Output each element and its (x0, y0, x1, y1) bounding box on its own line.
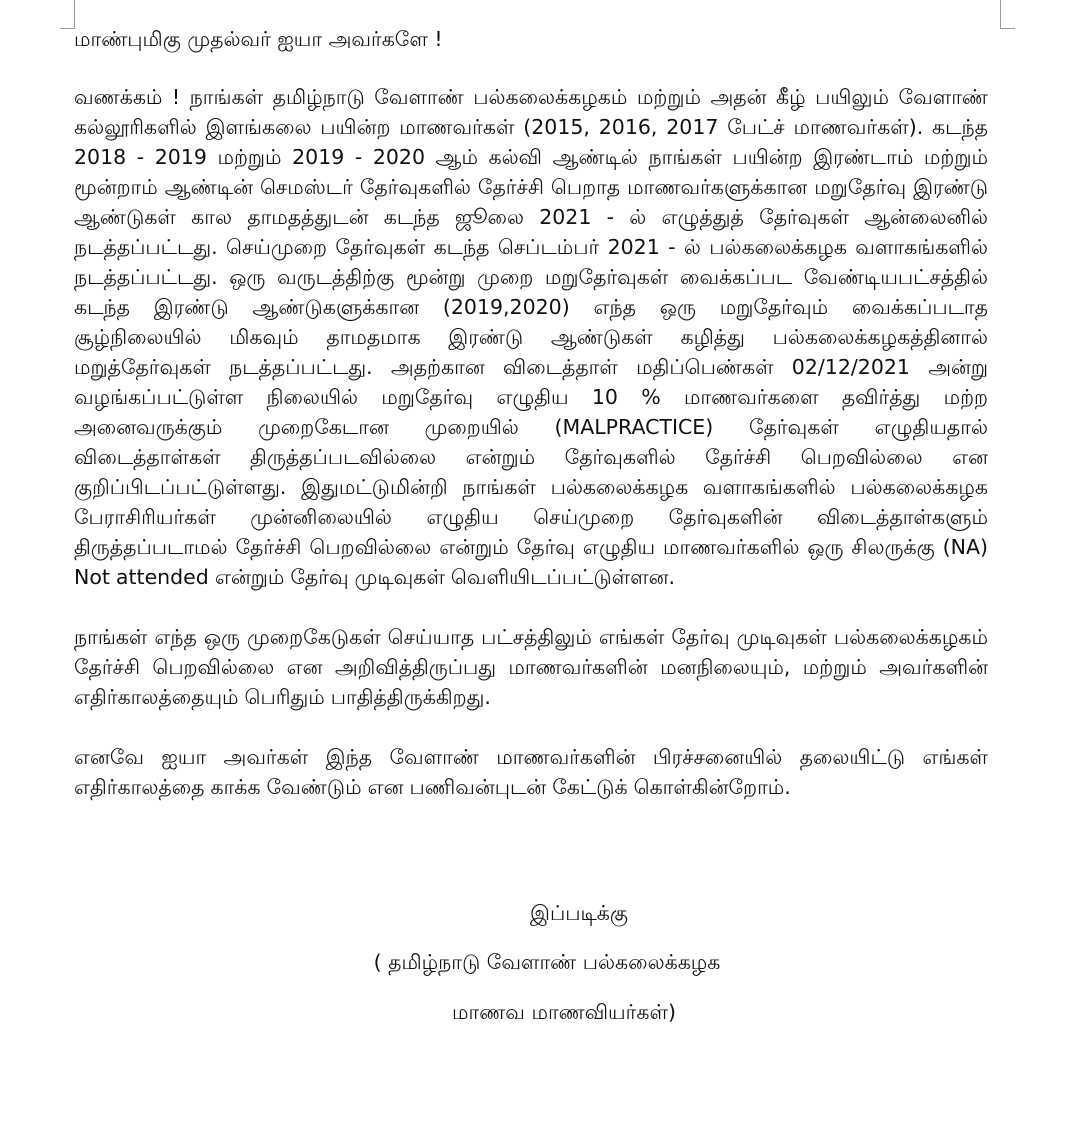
page-margin-marker-left (60, 0, 75, 29)
paragraph-main: வணக்கம் ! நாங்கள் தமிழ்நாடு வேளாண் பல்கலைக்கழகம் மற்றும் அதன் கீழ் பயிலும் வேளாண் கல்லூரிகளில் இளங்கலை பயின்ற மாணவர்கள் (2015, 2016, 2017 பேட்ச் மாணவர்கள்). கடந்த 2018 - 2019 மற்றும் 2019 - 2020 ஆம் கல்வி ஆண்டில் நாங்கள் பயின்ற இரண்டாம் மற்றும் மூன்றாம் ஆண்டின் செமஸ்டர் தேர்வுகளில் தேர்ச்சி பெறாத மாணவர்களுக்கான மறுதேர்வு இரண்டு ஆண்டுகள் கால தாமதத்துடன் கடந்த ஜூலை 2021 - ல் எழுத்துத் தேர்வுகள் ஆன்லைனில் நடத்தப்பட்டது. செய்முறை தேர்வுகள் கடந்த செப்டம்பர் 2021 - ல் பல்கலைக்கழக வளாகங்களில் நடத்தப்பட்டது. ஒரு வருடத்திற்கு மூன்று முறை மறுதேர்வுகள் வைக்கப்பட வேண்டியபட்சத்தில் கடந்த இரண்டு ஆண்டுகளுக்கான (2019,2020) எந்த ஒரு மறுதேர்வும் வைக்கப்படாத சூழ்நிலையில் மிகவும் தாமதமாக இரண்டு ஆண்டுகள் கழித்து பல்கலைக்கழகத்தினால் மறுத்தேர்வுகள் நடத்தப்பட்டது. அதற்கான விடைத்தாள் மதிப்பெண்கள் 02/12/2021 அன்று வழங்கப்பட்டுள்ள நிலையில் மறுதேர்வு எழுதிய 10 % மாணவர்களை தவிர்த்து மற்ற அனைவருக்கும் முறைகேடான முறையில் (MALPRACTICE) தேர்வுகள் எழுதியதால் விடைத்தாள்கள் திருத்தப்படவில்லை என்றும் தேர்வுகளில் தேர்ச்சி பெறவில்லை என குறிப்பிடப்பட்டுள்ளது. இதுமட்டுமின்றி நாங்கள் பல்கலைக்கழக வளாகங்களில் பல்கலைக்கழக பேராசிரியர்கள் முன்னிலையில் எழுதிய செய்முறை தேர்வுகளின் விடைத்தாள்களும் திருத்தப்படாமல் தேர்ச்சி பெறவில்லை என்றும் தேர்வு எழுதிய மாணவர்களில் ஒரு சிலருக்கு (NA) Not attended என்றும் தேர்வு முடிவுகள் வெளியிடப்பட்டுள்ளன. (74, 85, 988, 589)
signature-line-2: மாணவ மாணவியர்கள்) (452, 1000, 676, 1024)
page-margin-marker-right (1000, 0, 1015, 29)
paragraph-request: எனவே ஐயா அவர்கள் இந்த வேளாண் மாணவர்களின் பிரச்சனையில் தலையிட்டு எங்கள் எதிர்காலத்தை காக்க வேண்டும் என பணிவன்புடன் கேட்டுக் கொள்கின்றோம். (74, 745, 988, 799)
salutation: மாண்புமிகு முதல்வர் ஐயா அவர்களே ! (74, 27, 443, 51)
signature-line-1: ( தமிழ்நாடு வேளாண் பல்கலைக்கழக (373, 950, 721, 974)
closing: இப்படிக்கு (530, 901, 628, 925)
paragraph-impact: நாங்கள் எந்த ஒரு முறைகேடுகள் செய்யாத பட்சத்திலும் எங்கள் தேர்வு முடிவுகள் பல்கலைக்கழகம் தேர்ச்சி பெறவில்லை என அறிவித்திருப்பது மாணவர்களின் மனநிலையும், மற்றும் அவர்களின் எதிர்காலத்தையும் பெரிதும் பாதித்திருக்கிறது. (74, 625, 988, 709)
letter-body (74, 24, 988, 832)
